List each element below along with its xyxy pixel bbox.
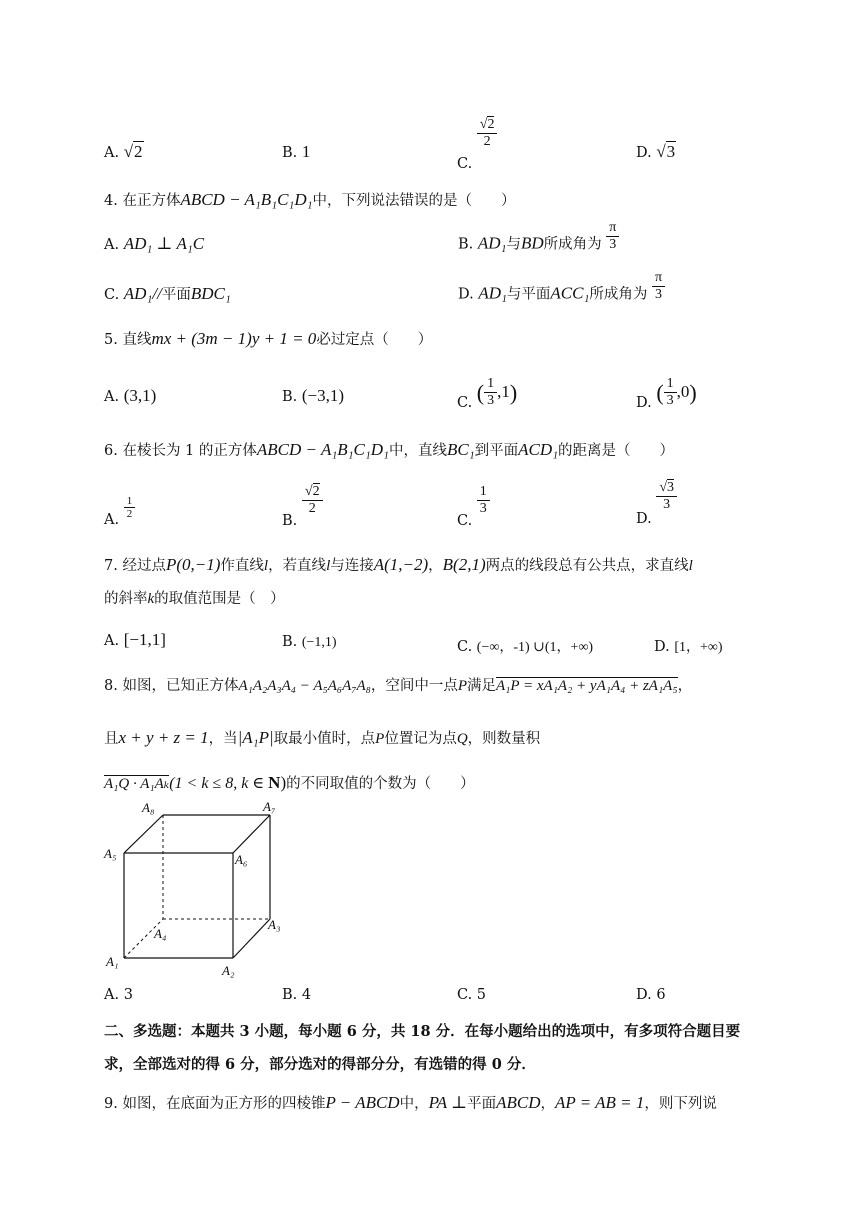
fraction [124, 495, 136, 520]
vertex-label: A₃ [268, 917, 281, 932]
edge-a2a3 [233, 919, 270, 958]
q6-option-c [457, 484, 490, 529]
math-expr: ABCD − A₁B₁C₁D₁ [256, 440, 389, 459]
fraction [652, 270, 665, 303]
q3-option-c [457, 117, 497, 172]
q8-stem-line3 [104, 773, 475, 794]
math-var: P [375, 731, 385, 747]
question-text: 中，直线 [388, 443, 447, 459]
denominator: 3 [487, 393, 495, 408]
q3-option-a [104, 142, 144, 162]
question-text: ，当 [208, 731, 238, 747]
q3-option-d [636, 142, 676, 162]
math-set: N [268, 773, 281, 792]
option-value: 4 [301, 987, 312, 1003]
numerator: 1 [484, 376, 497, 393]
denominator: 2 [483, 134, 491, 149]
option-text: 所成角为 [543, 236, 602, 253]
math-expr: [−1,1] [123, 630, 166, 649]
option-label: C. [457, 155, 473, 172]
section-header-line1: 二、多选题：本题共 3 小题，每小题 6 分，共 18 分．在每小题给出的选项中，有多项符合题目要 [104, 1023, 741, 1040]
numerator: 1 [477, 484, 490, 501]
question-text: 到平面 [474, 443, 519, 459]
question-text: 取最小值时，点 [273, 731, 376, 747]
math-var: k [147, 591, 155, 607]
option-value: 1 [301, 142, 311, 161]
vertex-label: A₇ [263, 799, 276, 814]
vertex-label: A₂ [222, 963, 235, 978]
denominator: 3 [609, 237, 617, 252]
vertex-label: A₄ [154, 926, 167, 941]
option-label: D. [654, 639, 670, 655]
edge-a5a8 [124, 815, 163, 853]
question-number: 9. 如图，在底面为正方形的四棱锥 [104, 1096, 326, 1112]
question-number: 8. 如图，已知正方体 [104, 678, 239, 694]
numerator: √3 [656, 480, 677, 497]
question-text: ，空间中一点 [370, 678, 458, 694]
option-label: B. [458, 236, 474, 253]
numerator: 1 [664, 376, 677, 393]
q7-option-b [282, 634, 337, 651]
math-expr: BDC₁ [190, 284, 231, 303]
question-text: 中，下列说法错误的是（ ） [312, 193, 516, 209]
math-expr: AD₁ [477, 233, 507, 253]
denominator: 3 [479, 501, 487, 516]
q8-stem-line2 [104, 728, 540, 749]
paren-open: ( [656, 379, 664, 405]
question-text: 两点的线段总有公共点，求直线 [485, 558, 689, 574]
vertex-label: A₁ [106, 954, 119, 969]
option-label: A. [104, 511, 120, 528]
q5-stem [104, 329, 432, 350]
math-expr: ACD₁ [518, 440, 559, 459]
option-label: A. [104, 389, 120, 405]
q6-option-a [104, 495, 135, 528]
math-expr: mx + (3m − 1)y + 1 = 0 [151, 329, 317, 348]
math-expr: (1 < k ≤ 8, k ∈ [169, 775, 269, 792]
question-text: 的距离是（ ） [558, 443, 675, 459]
option-label: C. [457, 394, 473, 411]
option-label: D. [636, 510, 652, 527]
option-text: 平面 [161, 287, 191, 303]
option-label: C. [457, 987, 473, 1003]
math-expr: (−∞，-1) ∪(1，+∞) [476, 640, 594, 655]
math-expr: BD [520, 233, 544, 253]
fraction [664, 376, 677, 409]
question-number: 5. 直线 [104, 332, 152, 348]
radicand: 3 [666, 142, 676, 161]
math-var: l [263, 558, 269, 574]
question-text: ，则下列说 [644, 1096, 717, 1112]
q4-stem [104, 190, 516, 211]
math-expr: AD₁// [123, 284, 162, 303]
paren-open: ( [476, 379, 485, 405]
option-text: 所成角为 [589, 286, 648, 303]
math-expr: PA ⊥ [428, 1093, 468, 1112]
q7-stem-line1 [104, 555, 693, 576]
q4-option-d [458, 270, 665, 311]
math-var: Q [456, 731, 468, 747]
option-value: 6 [656, 987, 666, 1003]
fraction [484, 376, 497, 409]
option-label: D. [636, 987, 652, 1003]
option-label: C. [104, 287, 120, 303]
math-expr: AD₁ [478, 283, 507, 303]
q4-option-b [458, 220, 619, 261]
q7-option-a [104, 630, 166, 650]
vertex-label: A₆ [235, 852, 248, 867]
q9-stem [104, 1093, 717, 1114]
math-var: P [457, 678, 467, 694]
q3-option-b [282, 142, 310, 162]
numerator: √2 [302, 484, 323, 501]
radicand: 3 [667, 480, 675, 495]
question-text: ，则数量积 [467, 731, 541, 747]
sqrt-expr: √2 [123, 142, 143, 161]
question-text: 平面 [467, 1096, 497, 1112]
q7-stem-line2 [104, 589, 285, 609]
option-value: 5 [476, 987, 487, 1003]
option-label: A. [104, 633, 120, 649]
fraction [477, 117, 498, 150]
fraction [477, 484, 490, 517]
paren-close: ) [689, 379, 697, 405]
question-text: 满足 [467, 678, 496, 694]
option-label: D. [636, 145, 652, 161]
question-text: 的斜率 [104, 591, 148, 607]
math-var: l [688, 558, 693, 574]
denominator: 2 [308, 501, 316, 516]
math-expr: P(0,−1) [165, 555, 221, 574]
radicand: 2 [312, 484, 320, 499]
math-expr: BC₁ [446, 440, 475, 459]
question-text: ， [677, 678, 693, 694]
q6-option-b [282, 484, 323, 529]
math-expr: AD₁ ⊥ A₁C [123, 234, 205, 253]
fraction [302, 484, 323, 517]
vector-expr: A₁Q · A₁Aₖ [104, 776, 170, 792]
q5-option-d [636, 366, 697, 411]
math-expr: ) [280, 773, 287, 792]
numerator: π [606, 220, 619, 237]
math-expr: P − ABCD [325, 1093, 400, 1112]
edge-a6a7 [233, 815, 270, 853]
vertex-label: A₅ [104, 846, 117, 861]
math-expr: x + y + z = 1 [118, 728, 209, 747]
option-label: A. [104, 237, 120, 253]
q7-option-c [457, 636, 593, 656]
numerator: 1 [124, 495, 136, 508]
option-label: A. [104, 145, 120, 161]
question-text: ，若直线 [268, 558, 327, 574]
denominator: 3 [666, 393, 674, 408]
math-expr: [1，+∞) [674, 640, 723, 655]
math-expr: ABCD [496, 1093, 541, 1112]
denominator: 2 [126, 508, 133, 520]
fraction [606, 220, 619, 253]
cube-figure [100, 795, 300, 985]
math-expr: (3,1) [123, 386, 157, 405]
q5-option-b [282, 386, 344, 406]
question-number: 6. 在棱长为 1 的正方体 [104, 443, 257, 459]
question-text: 与连接 [330, 558, 374, 574]
option-text: 与平面 [506, 286, 551, 303]
option-label: B. [282, 512, 298, 529]
math-expr: A₁A₂A₃A₄ − A₅A₆A₇A₈ [238, 678, 371, 694]
q5-option-c [457, 366, 518, 411]
option-label: B. [282, 145, 298, 161]
question-text: 必过定点（ ） [316, 332, 433, 348]
math-expr: AP = AB = 1 [555, 1093, 645, 1112]
math-expr: (−1,1) [301, 635, 337, 650]
question-text: 的不同取值的个数为（ ） [286, 776, 475, 792]
question-number: 7. 经过点 [104, 558, 166, 574]
question-number: 4. 在正方体 [104, 193, 181, 209]
q8-option-b [282, 987, 311, 1003]
question-text: 作直线 [220, 558, 264, 574]
q6-stem [104, 440, 674, 461]
q4-option-c [104, 283, 231, 304]
option-label: C. [457, 639, 473, 655]
math-expr: ,1 [497, 381, 510, 401]
question-text: ， [540, 1096, 555, 1112]
option-label: D. [458, 286, 474, 303]
math-expr: (−3,1) [301, 386, 345, 405]
numerator: √2 [477, 117, 498, 134]
denominator: 3 [663, 497, 671, 512]
option-text: 与 [506, 236, 521, 253]
vertex-label: A₈ [142, 800, 155, 815]
question-text: 位置记为点 [384, 731, 457, 747]
question-text: 中， [399, 1096, 429, 1112]
math-var: l [326, 558, 331, 574]
q8-option-a [104, 987, 133, 1003]
section-header-line2: 求，全部选对的得 6 分，部分选对的得部分分，有选错的得 0 分． [104, 1056, 536, 1073]
q4-option-a [104, 234, 204, 254]
numerator: π [652, 270, 665, 287]
q8-option-c [457, 987, 486, 1003]
math-expr: ACC₁ [550, 283, 590, 303]
denominator: 3 [655, 287, 663, 302]
vector-expr: A₁P = xA₁A₂ + yA₁A₄ + zA₁A₅ [496, 678, 678, 694]
fraction [656, 480, 677, 513]
sqrt-expr: √3 [656, 142, 676, 161]
option-label: B. [282, 634, 298, 650]
question-text: ， [428, 558, 443, 574]
option-value: 3 [123, 987, 133, 1003]
math-expr: A(1,−2) [373, 555, 429, 574]
option-label: D. [636, 394, 652, 411]
q7-option-d [654, 636, 723, 656]
question-text: 且 [104, 731, 119, 747]
q5-option-a [104, 386, 156, 406]
q8-stem-line1 [104, 676, 692, 696]
radicand: 2 [487, 117, 495, 132]
option-label: B. [282, 987, 298, 1003]
math-expr: B(2,1) [442, 555, 486, 574]
option-label: C. [457, 512, 473, 529]
q6-option-d [636, 480, 677, 527]
math-expr: ABCD − A₁B₁C₁D₁ [180, 190, 313, 209]
paren-close: ) [509, 379, 518, 405]
q8-option-d [636, 987, 666, 1003]
question-text: 的取值范围是（ ） [154, 591, 285, 607]
option-label: B. [282, 389, 298, 405]
radicand: 2 [134, 142, 143, 161]
option-label: A. [104, 987, 120, 1003]
math-expr: ,0 [676, 381, 690, 401]
math-expr: |A₁P| [237, 728, 274, 747]
